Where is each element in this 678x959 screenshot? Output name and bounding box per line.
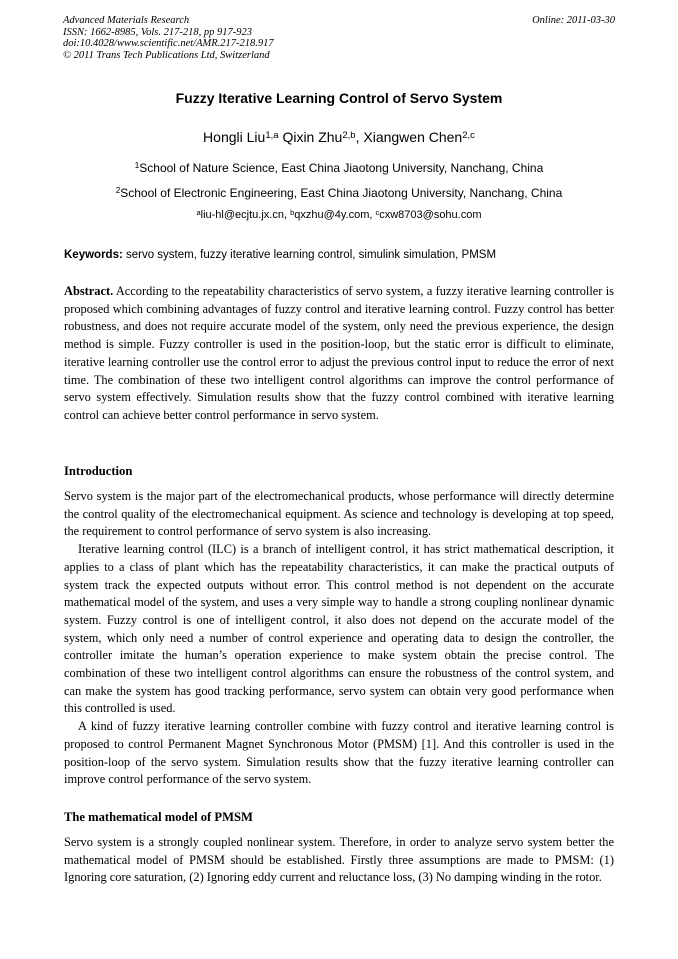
paragraph: A kind of fuzzy iterative learning controller combine with fuzzy control and iterative learning control is proposed to control Permanent Magnet Synchronous Motor (PMSM) [1]. And this controller is used in the position-loop of the servo system. Simulation results show that the fuzzy iterative learning controller can improve control performance of the servo system. bbox=[64, 719, 614, 787]
journal-name: Advanced Materials Research bbox=[63, 15, 190, 26]
abstract-text: According to the repeatability characteristics of servo system, a fuzzy iterative learning controller is proposed which combining advantages of fuzzy control and iterative learning control. Fuzzy control has better robustness, and does not require accurate model of the system, only need the previous experience, the design method is simple. Fuzzy controller is used in the position-loop, but the static error is difficult to eliminate, iterative learning controller use the control error to adjust the previous control input to reduce the error of next time. The combination of these two intelligent control algorithms can improve the control performance of servo system effectively. Simulation results show that the fuzzy control combined with iterative learning control can achieve better control performance in servo system. bbox=[64, 284, 614, 422]
author-emails bbox=[40, 209, 638, 221]
email-mark: c bbox=[375, 207, 380, 217]
affiliation-mark: 1 bbox=[134, 161, 140, 171]
author-name: Xiangwen Chen bbox=[363, 129, 463, 145]
affiliation bbox=[40, 161, 638, 175]
abstract bbox=[64, 283, 614, 425]
author-separator: , bbox=[355, 129, 364, 145]
email-mark: b bbox=[290, 207, 295, 217]
affiliation bbox=[40, 186, 638, 200]
author-list bbox=[40, 129, 638, 145]
paragraph: Iterative learning control (ILC) is a branch of intelligent control, it has strict mathematical description, it applies to a class of plant which has the repeatability characteristics, it can make the practical outputs of system track the expected outputs without error. This control method is not dependent on the accurate mathematical model of the system, and uses a very simple way to handle a strong coupling nonlinear dynamic system. Fuzzy control is one of intelligent control, it also does not depend on the accurate model of the system, which only need a number of control experience and operating data to design the controller, the controller imitate the human’s operation experience to make system obtain the precise control. The combination of these two intelligent control algorithms can ensure the robustness of the control system, and can make the system has good tracking performance, servo system can obtain very good performance when this controlled is used. bbox=[64, 542, 614, 716]
keywords bbox=[64, 249, 616, 261]
paragraph: Servo system is the major part of the electromechanical products, whose performance will directly determine the control quality of the electromechanical equipment. As science and technology is developing at top speed, the requirement to control performance of servo system is also increasing. bbox=[64, 489, 614, 539]
author-affiliation-mark: 1,a bbox=[265, 129, 279, 141]
keywords-label: Keywords: bbox=[64, 249, 123, 261]
journal-copyright: © 2011 Trans Tech Publications Ltd, Switzerland bbox=[63, 49, 270, 61]
journal-issn: ISSN: 1662-8985, Vols. 217-218, pp 917-923 bbox=[63, 26, 252, 38]
introduction-body bbox=[64, 488, 614, 789]
affiliation-mark: 2 bbox=[115, 186, 121, 196]
author-affiliation-mark: 2,c bbox=[462, 129, 475, 141]
paper-title: Fuzzy Iterative Learning Control of Servo System bbox=[175, 90, 503, 106]
email-address: qxzhu@4y.com, bbox=[294, 209, 376, 221]
section-heading-introduction: Introduction bbox=[64, 464, 133, 478]
author-name: Qixin Zhu bbox=[282, 129, 343, 145]
author-affiliation-mark: 2,b bbox=[342, 129, 356, 141]
email-mark: a bbox=[196, 207, 201, 217]
section-heading-pmsm-model: The mathematical model of PMSM bbox=[64, 810, 253, 824]
online-date: Online: 2011-03-30 bbox=[532, 15, 615, 26]
journal-doi: doi:10.4028/www.scientific.net/AMR.217-218.917 bbox=[63, 38, 274, 50]
journal-header bbox=[63, 15, 615, 61]
affiliation-text: School of Electronic Engineering, East China Jiaotong University, Nanchang, China bbox=[120, 186, 563, 200]
abstract-label: Abstract. bbox=[64, 284, 114, 298]
pmsm-model-body bbox=[64, 834, 614, 887]
email-address: cxw8703@sohu.com bbox=[379, 209, 482, 221]
affiliation-text: School of Nature Science, East China Jiaotong University, Nanchang, China bbox=[139, 161, 544, 175]
keywords-text: servo system, fuzzy iterative learning control, simulink simulation, PMSM bbox=[122, 249, 497, 261]
author-name: Hongli Liu bbox=[203, 129, 266, 145]
email-address: liu-hl@ecjtu.jx.cn, bbox=[200, 209, 291, 221]
paragraph: Servo system is a strongly coupled nonlinear system. Therefore, in order to analyze servo system better the mathematical model of PMSM should be established. Firstly three assumptions are made to PMSM: (1) Ignoring core saturation, (2) Ignoring eddy current and reluctance loss, (3) No damping winding in the rotor. bbox=[64, 835, 614, 885]
